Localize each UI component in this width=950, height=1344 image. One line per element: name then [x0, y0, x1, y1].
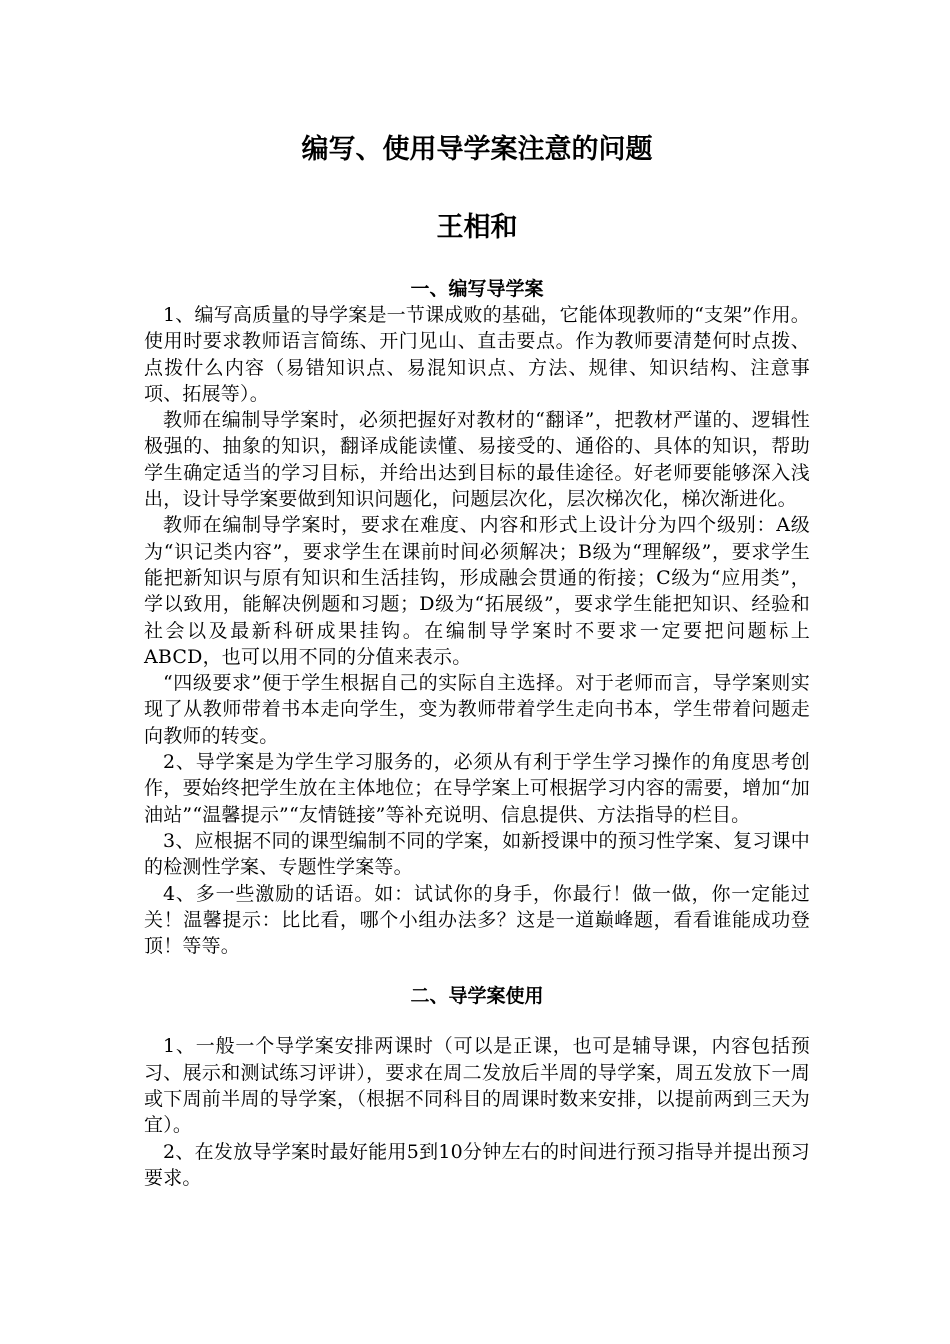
paragraph: 2、导学案是为学生学习服务的，必须从有利于学生学习操作的角度思考创作，要始终把学生放在主体地位；在导学案上可根据学习内容的需要，增加“加油站”“温馨提示”“友情链接”等补充说明、信息提供、方法指导的栏目。 [144, 751, 810, 826]
document-author: 王相和 [436, 212, 518, 243]
paragraph: 教师在编制导学案时，要求在难度、内容和形式上设计分为四个级别：A级为“识记类内容”，要求学生在课前时间必须解决；B级为“理解级”，要求学生能把新知识与原有知识和生活挂钩，形成融会贯通的衔接；C级为“应用类”，学以致用，能解决例题和习题；D级为“拓展级”，要求学生能把知识、经验和社会以及最新科研成果挂钩。在编制导学案时不要求一定要把问题标上ABCD，也可以用不同的分值来表示。 [144, 514, 810, 668]
paragraph: 教师在编制导学案时，必须把握好对教材的“翻译”，把教材严谨的、逻辑性极强的、抽象的知识，翻译成能读懂、易接受的、通俗的、具体的知识，帮助学生确定适当的学习目标，并给出达到目标的最佳途径。好老师要能够深入浅出，设计导学案要做到知识问题化，问题层次化，层次梯次化，梯次渐进化。 [144, 409, 810, 511]
paragraph: 1、编写高质量的导学案是一节课成败的基础，它能体现教师的“支架”作用。使用时要求教师语言简练、开门见山、直击要点。作为教师要清楚何时点拨、点拨什么内容（易错知识点、易混知识点、方法、规律、知识结构、注意事项、拓展等）。 [144, 304, 810, 405]
document-page [144, 128, 810, 1191]
paragraph: 4、多一些激励的话语。如：试试你的身手，你最行！做一做，你一定能过关！温馨提示：比比看，哪个小组办法多？这是一道巅峰题，看看谁能成功登顶！等等。 [144, 882, 810, 958]
section-heading-usage: 二、导学案使用 [410, 985, 544, 1008]
paragraph: 2、在发放导学案时最好能用5到10分钟左右的时间进行预习指导并提出预习要求。 [144, 1140, 810, 1189]
paragraph: “四级要求”便于学生根据自己的实际自主选择。对于老师而言，导学案则实现了从教师带着书本走向学生，变为教师带着学生走向书本，学生带着问题走向教师的转变。 [144, 672, 810, 747]
section-heading-writing: 一、编写导学案 [410, 278, 544, 300]
document-title: 编写、使用导学案注意的问题 [301, 134, 653, 165]
paragraph: 1、一般一个导学案安排两课时（可以是正课，也可是辅导课，内容包括预习、展示和测试练习评讲），要求在周二发放后半周的导学案，周五发放下一周或下周前半周的导学案，（根据不同科目的周课时数来安排，以提前两到三天为宜）。 [144, 1035, 810, 1137]
paragraph: 3、应根据不同的课型编制不同的学案，如新授课中的预习性学案、复习课中的检测性学案、专题性学案等。 [144, 829, 810, 879]
